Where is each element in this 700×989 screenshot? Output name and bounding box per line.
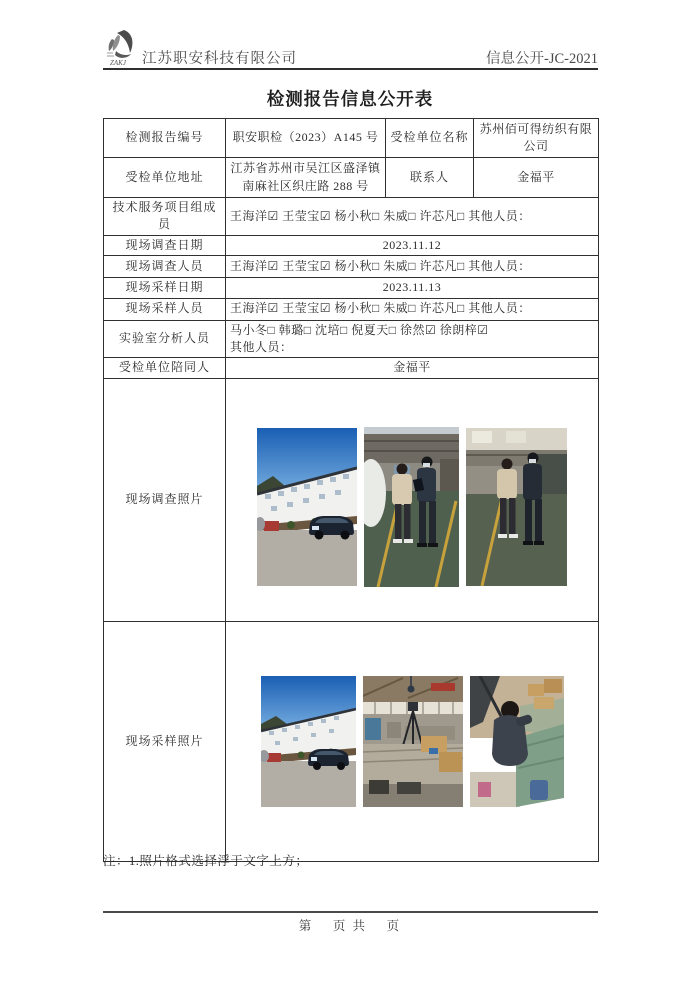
document-code: 信息公开-JC-2021 xyxy=(486,51,598,67)
sample-photo-factory-exterior xyxy=(261,676,356,807)
sample-staff-checklist: 王海洋☑ 王莹宝☑ 杨小秋□ 朱威□ 许芯凡□ 其他人员： xyxy=(226,298,599,320)
contact-value: 金福平 xyxy=(474,158,599,198)
sample-staff-label: 现场采样人员 xyxy=(104,298,226,320)
lab-staff-checklist xyxy=(226,320,599,358)
team-label: 技术服务项目组成员 xyxy=(104,198,226,236)
table-row xyxy=(104,256,599,278)
survey-staff-checklist: 王海洋☑ 王莹宝☑ 杨小秋□ 朱威□ 许芯凡□ 其他人员： xyxy=(226,256,599,278)
sample-photos-label: 现场采样照片 xyxy=(104,621,226,861)
escort-label: 受检单位陪同人 xyxy=(104,358,226,378)
header-divider xyxy=(103,68,598,70)
table-row xyxy=(104,621,599,861)
unit-name-value: 苏州佰可得纺织有限公司 xyxy=(474,119,599,158)
survey-photos-cell xyxy=(226,378,599,621)
survey-date-value: 2023.11.12 xyxy=(226,235,599,255)
lab-staff-line1: 马小冬□ 韩璐□ 沈培□ 倪夏天□ 徐然☑ 徐朗梓☑ xyxy=(230,322,489,337)
sample-photo-tripod-machinery xyxy=(363,676,463,807)
table-row xyxy=(104,358,599,378)
info-table xyxy=(103,118,599,862)
logo-text: ZAKJ xyxy=(110,59,126,67)
unit-name-label: 受检单位名称 xyxy=(386,119,474,158)
survey-photo-factory-exterior xyxy=(257,428,357,586)
lab-staff-line2: 其他人员： xyxy=(230,339,293,354)
company-name: 江苏职安科技有限公司 xyxy=(142,51,297,67)
survey-date-label: 现场调查日期 xyxy=(104,235,226,255)
team-members-checklist: 王海洋☑ 王莹宝☑ 杨小秋□ 朱威□ 许芯凡□ 其他人员： xyxy=(226,198,599,236)
lab-staff-label: 实验室分析人员 xyxy=(104,320,226,358)
table-row xyxy=(104,158,599,198)
survey-photos-label: 现场调查照片 xyxy=(104,378,226,621)
table-row xyxy=(104,320,599,358)
survey-photo-two-people-1 xyxy=(364,427,459,587)
table-row xyxy=(104,198,599,236)
page-number-footer: 第 页 共 页 xyxy=(298,919,402,933)
sample-photo-worker-at-machine xyxy=(470,676,564,807)
footnote: 注：1.照片格式选择浮于文字上方； xyxy=(103,854,309,868)
table-row xyxy=(104,298,599,320)
unit-address-label: 受检单位地址 xyxy=(104,158,226,198)
table-row xyxy=(104,378,599,621)
escort-value: 金福平 xyxy=(226,358,599,378)
report-number-value: 职安职检（2023）A145 号 xyxy=(226,119,386,158)
contact-label: 联系人 xyxy=(386,158,474,198)
company-logo-icon xyxy=(104,29,142,67)
sample-photos-cell xyxy=(226,621,599,861)
sample-date-value: 2023.11.13 xyxy=(226,278,599,298)
footer-divider xyxy=(103,911,598,913)
table-row xyxy=(104,119,599,158)
table-row xyxy=(104,235,599,255)
report-number-label: 检测报告编号 xyxy=(104,119,226,158)
table-row xyxy=(104,278,599,298)
survey-staff-label: 现场调查人员 xyxy=(104,256,226,278)
page-title: 检测报告信息公开表 xyxy=(266,89,434,109)
sample-date-label: 现场采样日期 xyxy=(104,278,226,298)
unit-address-value: 江苏省苏州市吴江区盛泽镇南麻社区织庄路 288 号 xyxy=(226,158,386,198)
survey-photo-two-people-2 xyxy=(466,428,567,586)
